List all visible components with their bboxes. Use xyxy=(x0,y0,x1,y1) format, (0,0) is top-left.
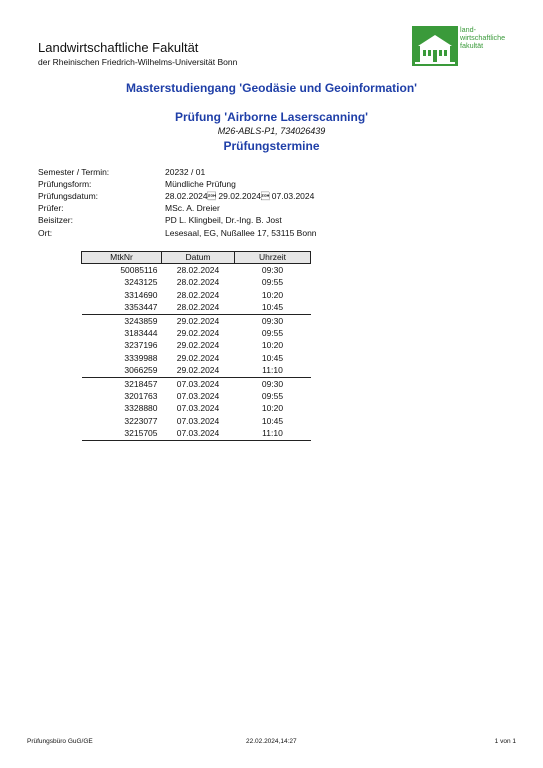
exam-code: M26-ABLS-P1, 734026439 xyxy=(217,126,326,136)
table-row xyxy=(82,314,311,327)
cell-time: 09:55 xyxy=(261,391,284,402)
cell-date: 07.03.2024 xyxy=(176,391,220,402)
cell-time: 09:30 xyxy=(261,265,284,275)
cell-time: 11:10 xyxy=(235,364,311,377)
column-header-uhrzeit: Uhrzeit xyxy=(235,252,311,264)
exam-title: Prüfung 'Airborne Laserscanning' xyxy=(174,110,369,124)
table-row xyxy=(82,264,311,277)
info-label-assessor: Beisitzer: xyxy=(38,215,73,225)
cell-time: 09:55 xyxy=(261,328,284,339)
table-header-row xyxy=(82,252,311,264)
cell-mtknr: 3243125 xyxy=(124,277,158,288)
cell-time: 10:20 xyxy=(261,340,284,351)
faculty-logo xyxy=(412,26,522,68)
info-label-exam-form: Prüfungsform: xyxy=(38,179,92,189)
cell-mtknr: 3328880 xyxy=(124,403,158,414)
exam-schedule-table xyxy=(81,251,311,441)
farmhouse-logo-icon xyxy=(412,26,458,66)
cell-date: 28.02.2024 xyxy=(176,277,220,288)
table-row xyxy=(82,377,311,390)
column-header-mtknr: MtkNr xyxy=(82,252,162,264)
info-value-exam-date: 28.02.2024 29.02.2024 07.03.2024 xyxy=(165,191,315,201)
footer-timestamp: 22.02.2024,14:27 xyxy=(246,738,297,745)
cell-date: 28.02.2024 xyxy=(176,265,220,275)
cell-time: 09:55 xyxy=(261,277,284,288)
cell-mtknr: 3314690 xyxy=(124,289,158,300)
cell-date: 07.03.2024 xyxy=(176,415,220,426)
university-name: der Rheinischen Friedrich-Wilhelms-Universität Bonn xyxy=(38,57,238,67)
cell-mtknr: 3066259 xyxy=(82,364,162,377)
info-label-examiner: Prüfer: xyxy=(38,203,64,213)
logo-text-line: land- xyxy=(460,25,476,34)
cell-time: 10:45 xyxy=(261,352,284,363)
cell-mtknr: 50085116 xyxy=(120,265,158,275)
cell-mtknr: 3183444 xyxy=(124,328,158,339)
cell-date: 28.02.2024 xyxy=(176,289,220,300)
cell-time: 09:30 xyxy=(261,378,284,389)
table-row xyxy=(82,276,311,288)
info-label-location: Ort: xyxy=(38,228,53,238)
cell-date: 07.03.2024 xyxy=(176,403,220,414)
cell-mtknr: 3243859 xyxy=(124,315,158,326)
table-row xyxy=(82,427,311,440)
table-row xyxy=(82,390,311,402)
faculty-name: Landwirtschaftliche Fakultät xyxy=(38,40,199,55)
footer-office: Prüfungsbüro GuG/GE xyxy=(27,738,93,745)
table-row xyxy=(82,301,311,314)
table-row xyxy=(82,352,311,364)
info-value-examiner: MSc. A. Dreier xyxy=(165,203,220,213)
table-row xyxy=(82,327,311,339)
cell-time: 10:20 xyxy=(261,403,284,414)
cell-date: 28.02.2024 xyxy=(162,301,235,314)
column-header-datum: Datum xyxy=(162,252,235,264)
program-title: Masterstudiengang 'Geodäsie und Geoinformation' xyxy=(125,81,418,95)
cell-mtknr: 3201763 xyxy=(124,391,158,402)
cell-mtknr: 3237196 xyxy=(124,340,158,351)
cell-time: 10:45 xyxy=(261,415,284,426)
cell-date: 29.02.2024 xyxy=(176,315,220,326)
table-row xyxy=(82,415,311,427)
info-value-assessor: PD L. Klingbeil, Dr.-Ing. B. Jost xyxy=(165,215,282,225)
section-heading: Prüfungstermine xyxy=(223,139,320,153)
logo-text-line: fakultät xyxy=(460,41,484,51)
logo-text-line: wirtschaftliche xyxy=(460,33,506,43)
cell-mtknr: 3223077 xyxy=(124,415,158,426)
cell-date: 07.03.2024 xyxy=(162,427,235,440)
cell-mtknr: 3218457 xyxy=(124,378,158,389)
cell-time: 09:30 xyxy=(261,315,284,326)
cell-mtknr: 3353447 xyxy=(82,301,162,314)
cell-mtknr: 3215705 xyxy=(82,427,162,440)
info-value-exam-form: Mündliche Prüfung xyxy=(165,179,236,189)
cell-time: 11:10 xyxy=(235,427,311,440)
footer-page-number: 1 von 1 xyxy=(494,738,516,745)
table-row xyxy=(82,339,311,351)
cell-date: 07.03.2024 xyxy=(176,378,220,389)
cell-date: 29.02.2024 xyxy=(162,364,235,377)
table-row xyxy=(82,289,311,301)
info-label-exam-date: Prüfungsdatum: xyxy=(38,191,99,201)
cell-date: 29.02.2024 xyxy=(176,352,220,363)
cell-mtknr: 3339988 xyxy=(124,352,158,363)
cell-time: 10:20 xyxy=(261,289,284,300)
cell-date: 29.02.2024 xyxy=(176,328,220,339)
info-value-location: Lesesaal, EG, Nußallee 17, 53115 Bonn xyxy=(165,228,317,238)
info-value-semester: 20232 / 01 xyxy=(165,167,206,177)
table-row xyxy=(82,402,311,414)
table-row xyxy=(82,364,311,377)
cell-time: 10:45 xyxy=(235,301,311,314)
info-label-semester: Semester / Termin: xyxy=(38,167,110,177)
cell-date: 29.02.2024 xyxy=(176,340,220,351)
